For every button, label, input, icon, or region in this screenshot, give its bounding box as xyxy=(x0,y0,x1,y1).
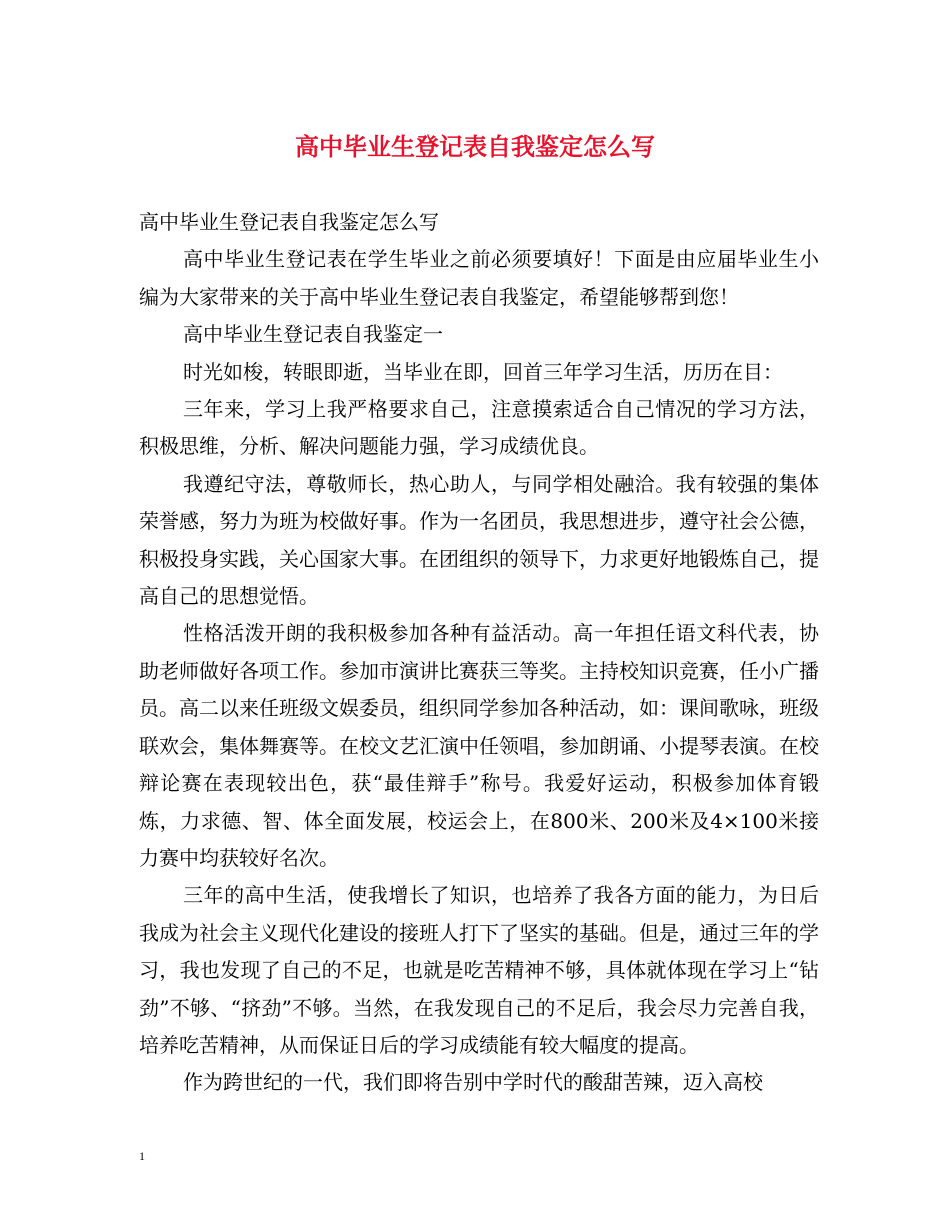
document-body xyxy=(139,204,819,1102)
body-paragraph: 作为跨世纪的一代，我们即将告别中学时代的酸甜苦辣，迈入高校 xyxy=(183,1070,763,1095)
body-paragraph: 性格活泼开朗的我积极参加各种有益活动。高一年担任语文科代表，协助老师做好各项工作。参加市演讲比赛获三等奖。主持校知识竞赛，任小广播员。高二以来任班级文娱委员，组织同学参加各种活动，如：课间歌咏，班级联欢会，集体舞赛等。在校文艺汇演中任领唱，参加朗诵、小提琴表演。在校辩论赛在表现较出色，获“最佳辩手”称号。我爱好运动，积极参加体育锻炼，力求德、智、体全面发展，校运会上，在800米、200米及4×100米接力赛中均获较好名次。 xyxy=(139,621,819,870)
body-paragraph: 三年来，学习上我严格要求自己，注意摸索适合自己情况的学习方法，积极思维，分析、解决问题能力强，学习成绩优良。 xyxy=(139,397,819,459)
document-title: 高中毕业生登记表自我鉴定怎么写 xyxy=(295,132,655,161)
body-paragraph: 三年的高中生活，使我增长了知识，也培养了我各方面的能力，为日后我成为社会主义现代化建设的接班人打下了坚实的基础。但是，通过三年的学习，我也发现了自己的不足，也就是吃苦精神不够，具体就体现在学习上“钻劲”不够、“挤劲”不够。当然，在我发现自己的不足后，我会尽力完善自我，培养吃苦精神，从而保证日后的学习成绩能有较大幅度的提高。 xyxy=(139,883,819,1057)
body-paragraph: 时光如梭，转眼即逝，当毕业在即，回首三年学习生活，历历在目： xyxy=(183,359,783,384)
section-heading: 高中毕业生登记表自我鉴定一 xyxy=(183,322,443,347)
page-number: 1 xyxy=(139,1149,145,1163)
body-paragraph: 我遵纪守法，尊敬师长，热心助人，与同学相处融洽。我有较强的集体荣誉感，努力为班为校做好事。作为一名团员，我思想进步，遵守社会公德，积极投身实践，关心国家大事。在团组织的领导下，力求更好地锻炼自己，提高自己的思想觉悟。 xyxy=(139,471,819,609)
body-paragraph: 高中毕业生登记表在学生毕业之前必须要填好！下面是由应届毕业生小编为大家带来的关于高中毕业生登记表自我鉴定，希望能够帮到您！ xyxy=(139,247,819,309)
body-subtitle: 高中毕业生登记表自我鉴定怎么写 xyxy=(139,210,439,234)
